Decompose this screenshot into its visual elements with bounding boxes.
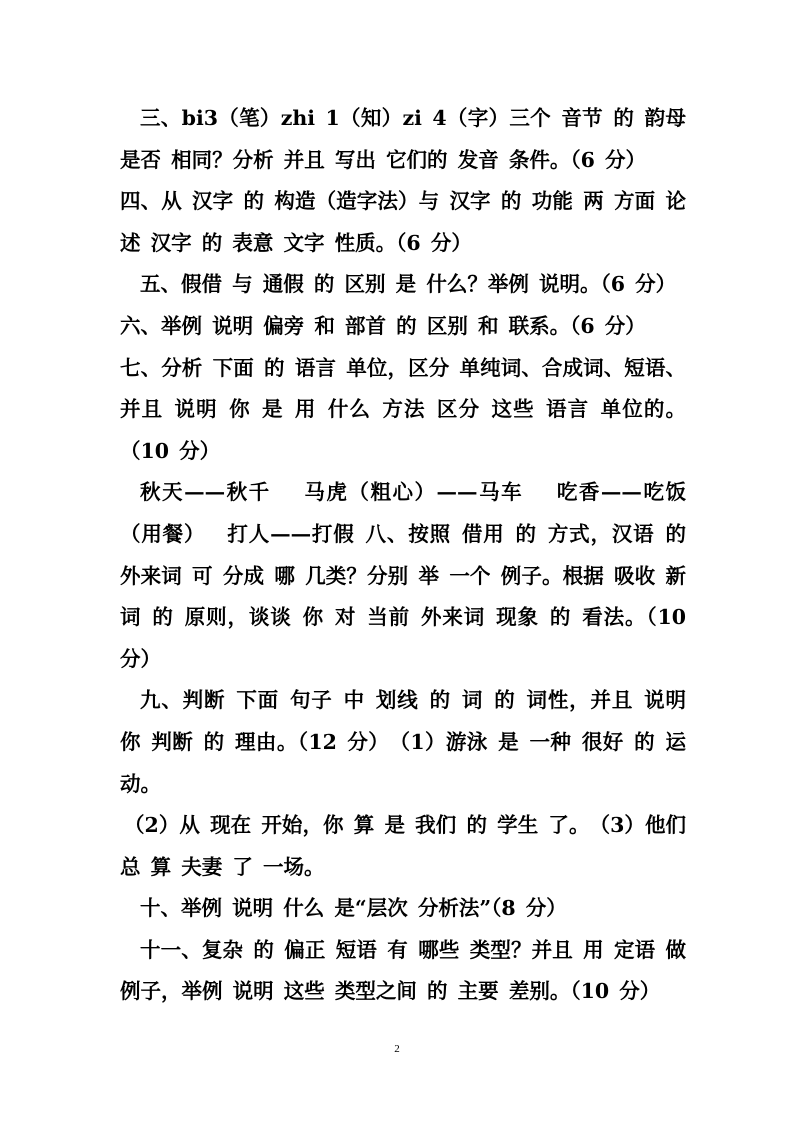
question-10: 十、举例 说明 什么 是“层次 分析法”（8 分） [140,896,567,921]
page-number: 2 [394,1043,400,1055]
question-7: 七、分析 下面 的 语言 单位，区分 单纯词、合成词、短语、并且 说明 你 是 用 什么 方法 区分 这些 语言 单位的。（10 分） [120,355,686,463]
question-6: 六、举例 说明 偏旁 和 部首 的 区别 和 联系。（6 分） [120,313,646,338]
examples-and-question-8: 秋天——秋千 马虎（粗心）——马车 吃香——吃饭（用餐） 打人——打假 八、按照 借用 的 方式，汉语 的 外来词 可 分成 哪 几类？分别 举 一个 例子。根据 吸收 新词 的 原则，谈谈 你 对 当前 外来词 现象 的 看法。（10 分） [120,480,686,671]
question-11: 十一、复杂 的 偏正 短语 有 哪些 类型？并且 用 定语 做 例子，举例 说明 这些 类型之间 的 主要 差别。（10 分） [120,937,686,1004]
question-5: 五、假借 与 通假 的 区别 是 什么？举例 说明。（6 分） [140,272,677,297]
question-9-sentences: （2）从 现在 开始，你 算 是 我们 的 学生 了。 （3）他们 总 算 夫妻 了 一场。 [120,813,686,879]
document-body [120,98,686,1013]
question-9: 九、判断 下面 句子 中 划线 的 词 的 词性，并且 说明 你 判断 的 理由。（12 分） （1）游泳 是 一种 很好 的 运动。 [120,688,686,796]
question-3: 三、bi3（笔）zhi 1（知）zi 4（字）三个 音节 的 韵母 是否 相同？分析 并且 写出 它们的 发音 条件。（6 分） [120,106,686,172]
question-4: 四、从 汉字 的 构造（造字法）与 汉字 的 功能 两 方面 论述 汉字 的 表意 文字 性质。（6 分） [120,189,686,255]
